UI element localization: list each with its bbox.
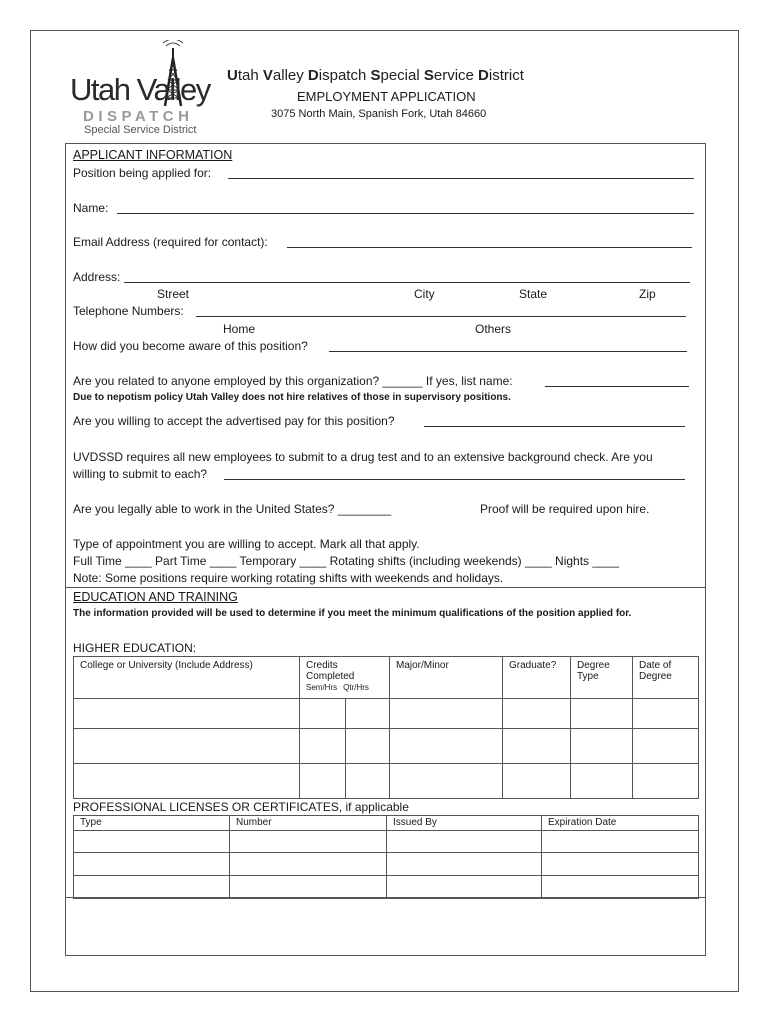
cell[interactable] <box>571 764 633 799</box>
cell[interactable] <box>300 764 346 799</box>
telephone-field[interactable] <box>196 316 686 317</box>
education-note: The information provided will be used to determine if you meet the minimum qualifications of the position applied for. <box>73 608 632 619</box>
cell[interactable] <box>633 764 699 799</box>
table-header-row <box>74 657 699 699</box>
proof-note: Proof will be required upon hire. <box>480 502 650 516</box>
zip-label: Zip <box>639 287 656 301</box>
cell[interactable] <box>503 699 571 729</box>
cell[interactable] <box>230 853 387 876</box>
aware-field[interactable] <box>329 351 687 352</box>
col-credits: Credits Completed Sem/Hrs Qtr/Hrs <box>300 657 390 699</box>
col-college: College or University (Include Address) <box>74 657 300 699</box>
cell[interactable] <box>74 831 230 853</box>
cell[interactable] <box>74 729 300 764</box>
pay-field[interactable] <box>424 426 685 427</box>
bottom-divider <box>66 897 705 898</box>
cell[interactable] <box>571 729 633 764</box>
cell[interactable] <box>74 699 300 729</box>
cell[interactable] <box>571 699 633 729</box>
related-name-field[interactable] <box>545 386 689 387</box>
address-label: Address: <box>73 270 121 284</box>
name-label: Name: <box>73 201 109 215</box>
email-field[interactable] <box>287 247 692 248</box>
org-name: Utah Valley Dispatch Special Service District <box>227 67 524 84</box>
cell[interactable] <box>74 876 230 899</box>
cell[interactable] <box>74 853 230 876</box>
cell[interactable] <box>390 699 503 729</box>
higher-education-table <box>73 656 699 799</box>
name-field[interactable] <box>117 213 694 214</box>
col-graduate: Graduate? <box>503 657 571 699</box>
address-field[interactable] <box>124 282 690 283</box>
table-row <box>74 699 699 729</box>
position-label: Position being applied for: <box>73 166 212 180</box>
form-title: EMPLOYMENT APPLICATION <box>297 89 476 104</box>
cell[interactable] <box>387 853 542 876</box>
licenses-label: PROFESSIONAL LICENSES OR CERTIFICATES, if applicable <box>73 800 409 814</box>
cell[interactable] <box>300 729 346 764</box>
cell[interactable] <box>542 876 699 899</box>
cell[interactable] <box>230 876 387 899</box>
cell[interactable] <box>74 764 300 799</box>
col-expiration: Expiration Date <box>542 816 699 831</box>
drug-test-field[interactable] <box>224 479 685 480</box>
city-label: City <box>414 287 435 301</box>
home-label: Home <box>223 322 256 336</box>
utah-valley-dispatch-logo <box>68 40 228 140</box>
appointment-options[interactable]: Full Time ____ Part Time ____ Temporary ____ Rotating shifts (including weekends) ____ Nights ____ <box>73 554 620 568</box>
logo-subtitle: Special Service District <box>84 124 197 136</box>
cell[interactable] <box>346 699 390 729</box>
cell[interactable] <box>503 764 571 799</box>
logo-dispatch: DISPATCH <box>83 108 194 125</box>
cell[interactable] <box>633 699 699 729</box>
licenses-table <box>73 815 699 899</box>
street-label: Street <box>157 287 190 301</box>
appointment-note: Note: Some positions require working rotating shifts with weekends and holidays. <box>73 571 504 585</box>
table-row <box>74 853 699 876</box>
cell[interactable] <box>542 831 699 853</box>
col-date-of-degree: Date of Degree <box>633 657 699 699</box>
logo-wordmark: Utah Valley <box>70 72 210 107</box>
drug-test-question: willing to submit to each? <box>73 467 208 481</box>
cell[interactable] <box>633 729 699 764</box>
cell[interactable] <box>346 764 390 799</box>
col-type: Type <box>74 816 230 831</box>
cell[interactable] <box>346 729 390 764</box>
legal-work-label: Are you legally able to work in the United States? ________ <box>73 502 392 516</box>
nepotism-note: Due to nepotism policy Utah Valley does not hire relatives of those in supervisory positions. <box>73 392 511 403</box>
table-row <box>74 764 699 799</box>
email-label: Email Address (required for contact): <box>73 235 268 249</box>
cell[interactable] <box>503 729 571 764</box>
table-row <box>74 729 699 764</box>
cell[interactable] <box>230 831 387 853</box>
org-address: 3075 North Main, Spanish Fork, Utah 84660 <box>271 108 487 120</box>
cell[interactable] <box>387 876 542 899</box>
table-header-row <box>74 816 699 831</box>
state-label: State <box>519 287 548 301</box>
cell[interactable] <box>390 764 503 799</box>
col-issued-by: Issued By <box>387 816 542 831</box>
section-heading-applicant: APPLICANT INFORMATION <box>73 148 233 162</box>
section-divider <box>66 587 705 588</box>
col-number: Number <box>230 816 387 831</box>
drug-test-text: UVDSSD requires all new employees to submit to a drug test and to an extensive background check. Are you <box>73 450 653 464</box>
others-label: Others <box>475 322 512 336</box>
cell[interactable] <box>387 831 542 853</box>
col-major: Major/Minor <box>390 657 503 699</box>
position-field[interactable] <box>228 178 694 179</box>
cell[interactable] <box>300 699 346 729</box>
cell[interactable] <box>542 853 699 876</box>
aware-label: How did you become aware of this position? <box>73 339 308 353</box>
appointment-label: Type of appointment you are willing to accept. Mark all that apply. <box>73 537 420 551</box>
table-row <box>74 876 699 899</box>
section-heading-education: EDUCATION AND TRAINING <box>73 590 238 604</box>
cell[interactable] <box>390 729 503 764</box>
related-label: Are you related to anyone employed by this organization? ______ If yes, list name: <box>73 374 513 388</box>
pay-label: Are you willing to accept the advertised pay for this position? <box>73 414 395 428</box>
higher-education-label: HIGHER EDUCATION: <box>73 641 197 655</box>
col-degree-type: Degree Type <box>571 657 633 699</box>
table-row <box>74 831 699 853</box>
telephone-label: Telephone Numbers: <box>73 304 184 318</box>
